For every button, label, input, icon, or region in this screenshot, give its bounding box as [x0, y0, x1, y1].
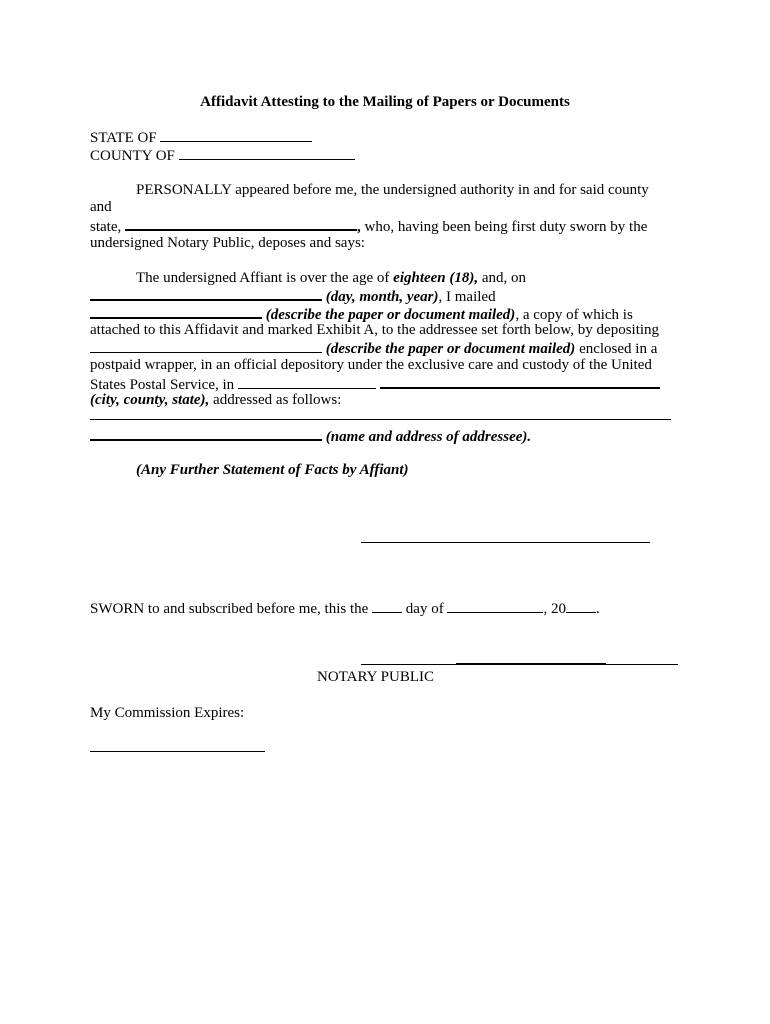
para2-l2-italic: (day, month, year)	[325, 289, 439, 305]
para2-line6: postpaid wrapper, in an official depository under the exclusive care and custody of the United	[90, 357, 652, 373]
para2-l1-start: The undersigned Affiant is over the age of	[136, 270, 390, 286]
county-line	[90, 146, 355, 165]
location-blank-2[interactable]	[380, 374, 660, 389]
para2-l7-start: States Postal Service, in	[90, 377, 235, 393]
para2-l5-italic: (describe the paper or document mailed)	[325, 341, 576, 357]
commission-label: My Commission Expires:	[90, 705, 245, 721]
para2-line10	[90, 426, 531, 446]
affiant-name-blank[interactable]	[125, 216, 357, 231]
mail-date-blank[interactable]	[90, 286, 322, 301]
document-title: Affidavit Attesting to the Mailing of Papers or Documents	[200, 94, 570, 110]
county-blank[interactable]	[179, 146, 355, 160]
para1-line3	[90, 216, 647, 236]
notary-public-label: NOTARY PUBLIC	[317, 669, 435, 685]
state-line	[90, 128, 312, 147]
para1-bold-comma: ,	[357, 219, 361, 235]
para2-l1-bold: eighteen (18),	[393, 270, 479, 286]
county-label: COUNTY OF	[90, 148, 175, 164]
para2-line4: attached to this Affidavit and marked Exhibit A, to the addressee set forth below, by depositing	[90, 322, 660, 338]
sworn-month-blank[interactable]	[447, 599, 543, 613]
para1-line3-end: who, having been being first duty sworn by the	[364, 219, 648, 235]
affiant-signature-line[interactable]	[361, 542, 650, 543]
para2-line1	[136, 269, 526, 287]
location-blank[interactable]	[238, 375, 376, 389]
para2-line8	[90, 391, 341, 409]
para2-l2-end: , I mailed	[438, 289, 496, 305]
sworn-year-blank[interactable]	[566, 599, 596, 613]
para2-l10-italic: (name and address of addressee).	[325, 429, 532, 445]
addressee-blank[interactable]	[90, 426, 322, 441]
para2-line2	[90, 286, 496, 306]
paper-description-blank[interactable]	[90, 304, 262, 319]
sworn-start: SWORN to and subscribed before me, this the	[90, 601, 369, 617]
commission-expiry-blank[interactable]	[90, 751, 265, 752]
state-label: STATE OF	[90, 130, 157, 146]
para2-l1-end: and, on	[481, 270, 527, 286]
para1-line1: PERSONALLY appeared before me, the undersigned authority in and for said county	[136, 182, 649, 198]
further-statement: (Any Further Statement of Facts by Affiant)	[136, 462, 409, 478]
para1-line3-start: state,	[90, 219, 122, 235]
sworn-end: .	[595, 601, 600, 617]
para1-line4: undersigned Notary Public, deposes and says:	[90, 235, 365, 251]
para2-l8-end: addressed as follows:	[213, 392, 342, 408]
sworn-line	[90, 599, 600, 618]
paper-description-blank-2[interactable]	[90, 339, 322, 353]
para2-l5-end: enclosed in a	[579, 341, 658, 357]
sworn-day-blank[interactable]	[372, 599, 402, 613]
addressee-blank-line[interactable]	[90, 419, 671, 420]
para2-l8-italic: (city, county, state),	[90, 392, 210, 408]
state-blank[interactable]	[160, 128, 312, 142]
notary-signature-line-bold	[456, 663, 606, 665]
para1-line2: and	[90, 199, 112, 215]
para2-l3-end: , a copy of which is	[515, 307, 633, 323]
sworn-year-prefix: , 20	[543, 601, 566, 617]
para2-l3-italic: (describe the paper or document mailed)	[265, 307, 516, 323]
sworn-day-label: day of	[405, 601, 444, 617]
